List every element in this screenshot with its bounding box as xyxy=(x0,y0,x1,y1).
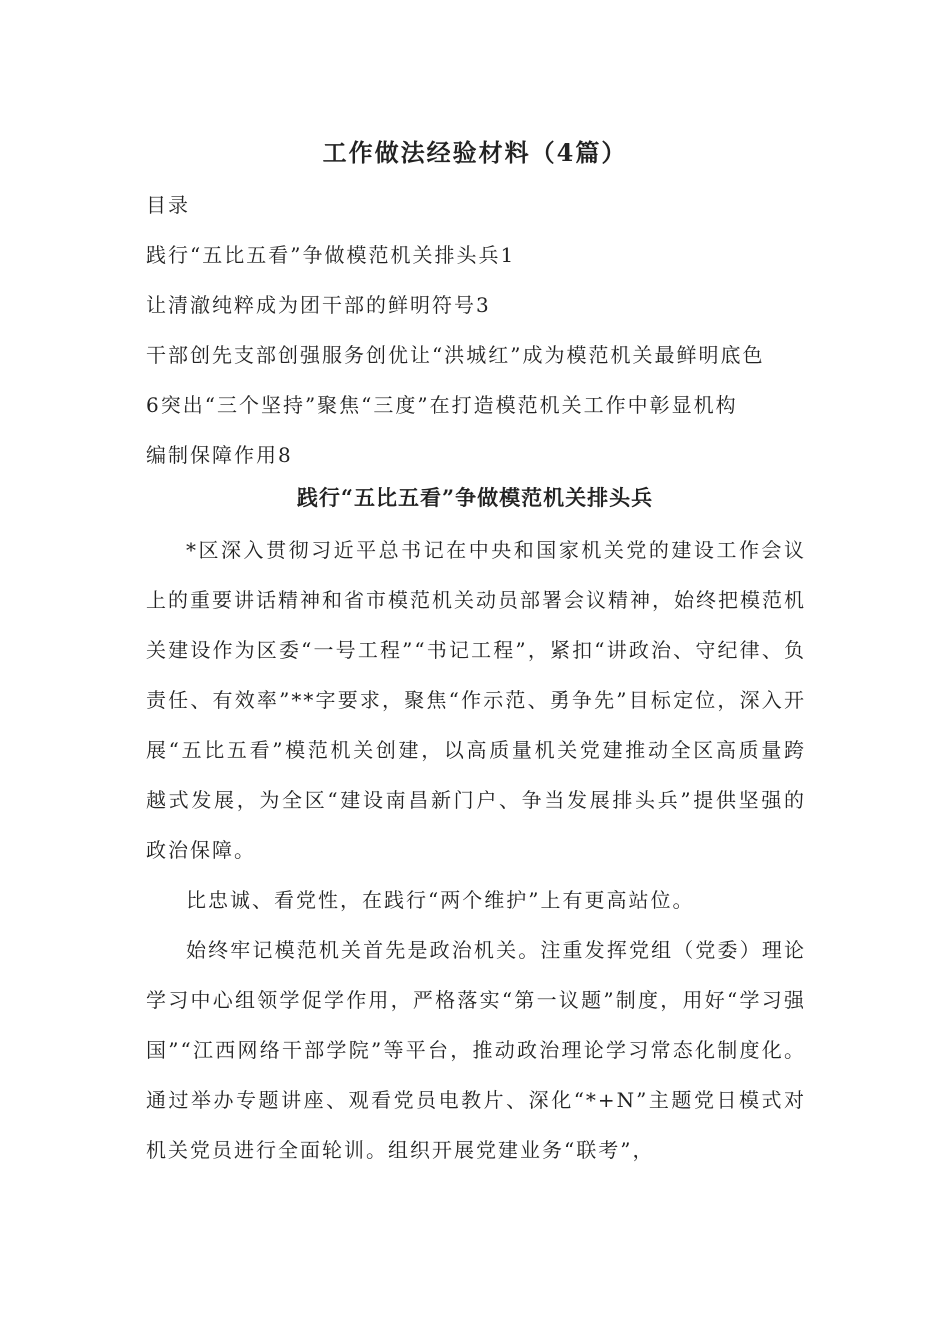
body-paragraph: 比忠诚、看党性，在践行“两个维护”上有更高站位。 xyxy=(186,888,695,912)
toc-line: 践行“五比五看”争做模范机关排头兵1 xyxy=(146,243,516,267)
section-title: 践行“五比五看”争做模范机关排头兵 xyxy=(296,485,654,510)
document-title: 工作做法经验材料（4篇） xyxy=(322,138,628,167)
toc-line: 干部创先支部创强服务创优让“洪城红”成为模范机关最鲜明底色 xyxy=(146,343,765,367)
toc-line: 编制保障作用8 xyxy=(146,443,293,467)
body-paragraph: *区深入贯彻习近平总书记在中央和国家机关党的建设工作会议上的重要讲话精神和省市模范机关动员部署会议精神，始终把模范机关建设作为区委“一号工程”“书记工程”，紧扣“讲政治、守纪律、负责任、有效率”**字要求，聚焦“作示范、勇争先”目标定位，深入开展“五比五看”模范机关创建，以高质量机关党建推动全区高质量跨越式发展，为全区“建设南昌新门户、争当发展排头兵”提供坚强的政治保障。 xyxy=(146,538,806,862)
table-of-contents xyxy=(146,180,806,480)
body-text xyxy=(146,525,806,1175)
body-paragraph: 始终牢记模范机关首先是政治机关。注重发挥党组（党委）理论学习中心组领学促学作用，严格落实“第一议题”制度，用好“学习强国”“江西网络干部学院”等平台，推动政治理论学习常态化制度化。通过举办专题讲座、观看党员电教片、深化“*+N”主题党日模式对机关党员进行全面轮训。组织开展党建业务“联考”， xyxy=(146,938,806,1162)
toc-heading: 目录 xyxy=(146,193,190,217)
toc-line: 让清澈纯粹成为团干部的鲜明符号3 xyxy=(146,293,491,317)
toc-line: 6突出“三个坚持”聚焦“三度”在打造模范机关工作中彰显机构 xyxy=(146,393,738,417)
